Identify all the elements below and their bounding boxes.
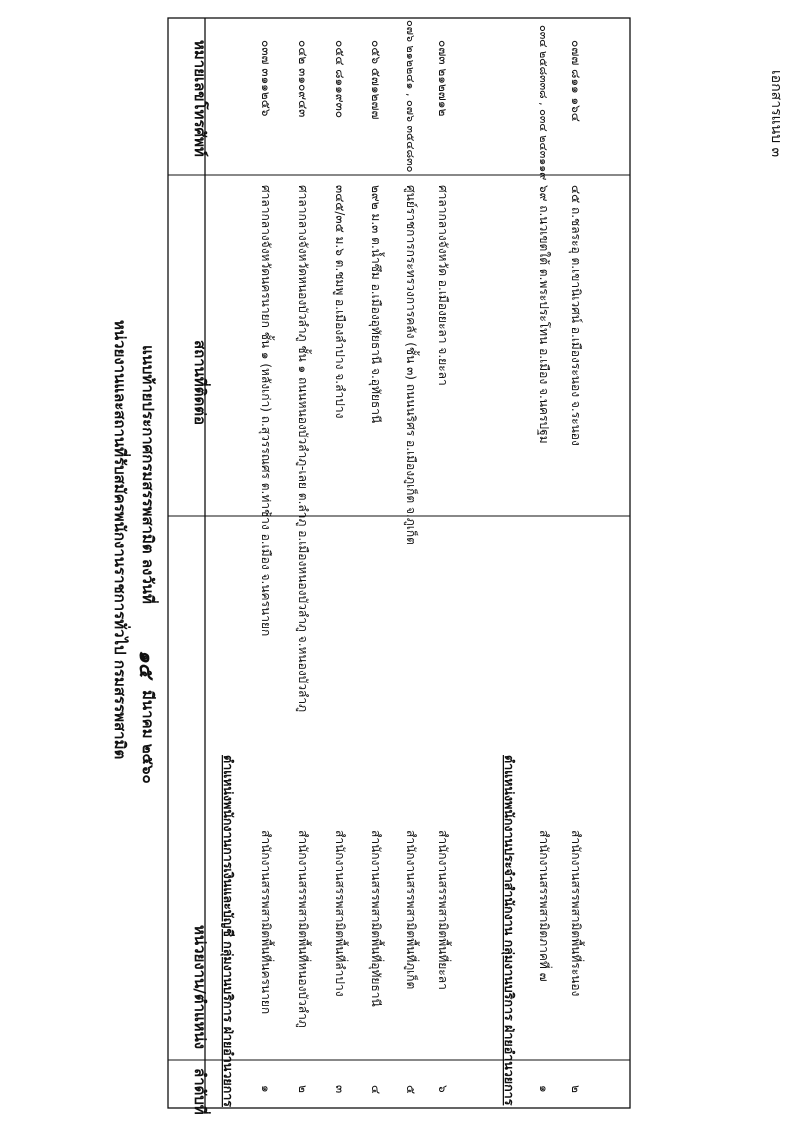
row-address: ศาลากลางจังหวัดหนองบัวลำภู ชั้น ๑ ถนนหนองบัวลำภู-เลย ต.ลำภู อ.เมืองหนองบัวลำภู จ.หนองบัวลำภู	[296, 185, 310, 713]
table-row	[332, 40, 349, 1093]
row-no: ๑	[537, 1085, 551, 1093]
signed-date: ๑๕	[135, 650, 159, 678]
row-unit: สำนักงานสรรพสามิตภาคที่ ๗	[537, 830, 551, 982]
title-date-tail: มีนาคม ๒๕๖๐	[139, 690, 157, 784]
row-phone: ๐๓๗ ๓๑๑๒๕๖	[259, 40, 273, 117]
row-no: ๕	[404, 1085, 418, 1095]
table-row	[436, 40, 452, 1093]
row-unit: สำนักงานสรรพสามิตพื้นที่ภูเก็ต	[404, 830, 418, 990]
table-row	[568, 40, 585, 1093]
corner-label: เอกสารแนบ ๓	[768, 70, 784, 158]
row-no: ๖	[436, 1085, 450, 1093]
table-row	[403, 20, 420, 1094]
row-phone: ๐๗๗ ๘๑๑ ๑๖๔	[569, 40, 583, 122]
header-no: ลำดับที่	[191, 1068, 209, 1115]
row-address: ศูนย์ราชการกระทรวงการคลัง (ชั้น ๓) ถนนนริศร อ.เมืองภูเก็ต จ.ภูเก็ต	[404, 185, 418, 545]
table-row	[368, 40, 385, 1094]
row-address: ๖๙ ถ.นวเขตใต้ ต.พระประโทน อ.เมือง จ.นครปฐม	[537, 185, 551, 444]
row-no: ๒	[569, 1085, 583, 1093]
row-unit: สำนักงานสรรพสามิตพื้นที่หนองบัวลำภู	[296, 830, 310, 1028]
row-address: ศาลากลางจังหวัดนครนายก ชั้น ๑ (หลังเก่า) ถ.สุวรรณศร ต.ท่าช้าง อ.เมือง จ.นครนายก	[259, 185, 273, 637]
row-no: ๓	[333, 1085, 347, 1094]
header-phone: หมายเลขโทรศัพท์	[191, 40, 209, 157]
section-heading-2: ตำแหน่งพนักงานประจำสำนักงาน กลุ่มงานบริการ ฝ่ายอำนวยการ	[502, 755, 517, 1106]
row-no: ๔	[369, 1085, 383, 1095]
header-address: สถานที่ติดต่อ	[191, 340, 209, 426]
row-address: ๔๕ ถ.ชลระอุ ต.เขานิเวศน์ อ.เมืองระนอง จ.ระนอง	[569, 185, 583, 446]
row-phone: ๐๗๖ ๒๑๒๒๔๑ , ๐๗๖ ๓๕๔๘๓๐	[404, 20, 417, 173]
row-unit: สำนักงานสรรพสามิตพื้นที่ระนอง	[569, 830, 583, 997]
section-heading-1: ตำแหน่งพนักงานการเงินและบัญชี กลุ่มงานบริการ ฝ่ายอำนวยการ	[221, 755, 236, 1107]
title-line-2: แนบท้ายประกาศกรมสรรพสามิต ลงวันที่	[139, 345, 157, 604]
row-unit: สำนักงานสรรพสามิตพื้นที่นครนายก	[259, 830, 273, 1015]
row-phone: ๐๕๖ ๕๗๑๒๗๗	[369, 40, 383, 120]
row-phone: ๐๔๒ ๓๑๐๙๔๓	[296, 40, 310, 118]
row-unit: สำนักงานสรรพสามิตพื้นที่ยะลา	[436, 830, 450, 990]
row-phone: ๐๗๓ ๒๑๒๗๑๒	[436, 40, 450, 117]
table-row	[258, 40, 275, 1093]
table-row	[295, 40, 312, 1093]
row-address: ๓๔๕/๓๕ ม.๖ ต.ชมพู อ.เมืองลำปาง จ.ลำปาง	[333, 185, 347, 419]
row-phone: ๐๓๔ ๒๕๘๓๓๘ , ๐๓๔ ๒๔๓๑๑๙	[537, 25, 550, 181]
row-no: ๒	[296, 1085, 310, 1093]
row-unit: สำนักงานสรรพสามิตพื้นที่อุทัยธานี	[369, 830, 383, 1007]
row-no: ๑	[259, 1085, 273, 1093]
table	[168, 18, 630, 1108]
header-unit: หน่วยงาน/ตำแหน่ง	[191, 925, 209, 1050]
table-row	[537, 25, 553, 1093]
row-unit: สำนักงานสรรพสามิตพื้นที่ลำปาง	[333, 830, 347, 997]
title-line-1: หน่วยงานและสถานที่รับสมัครพนักงานราชการทั่วไป กรมสรรพสามิต	[111, 320, 129, 760]
row-address: ศาลากลางจังหวัด อ.เมืองยะลา จ.ยะลา	[436, 185, 450, 386]
row-phone: ๐๕๔ ๘๑๑๙๓๐	[333, 40, 347, 119]
row-address: ๒๙๒ ม.๓ ต.น้ำซึม อ.เมืองอุทัยธานี จ.อุทัยธานี	[369, 185, 383, 424]
